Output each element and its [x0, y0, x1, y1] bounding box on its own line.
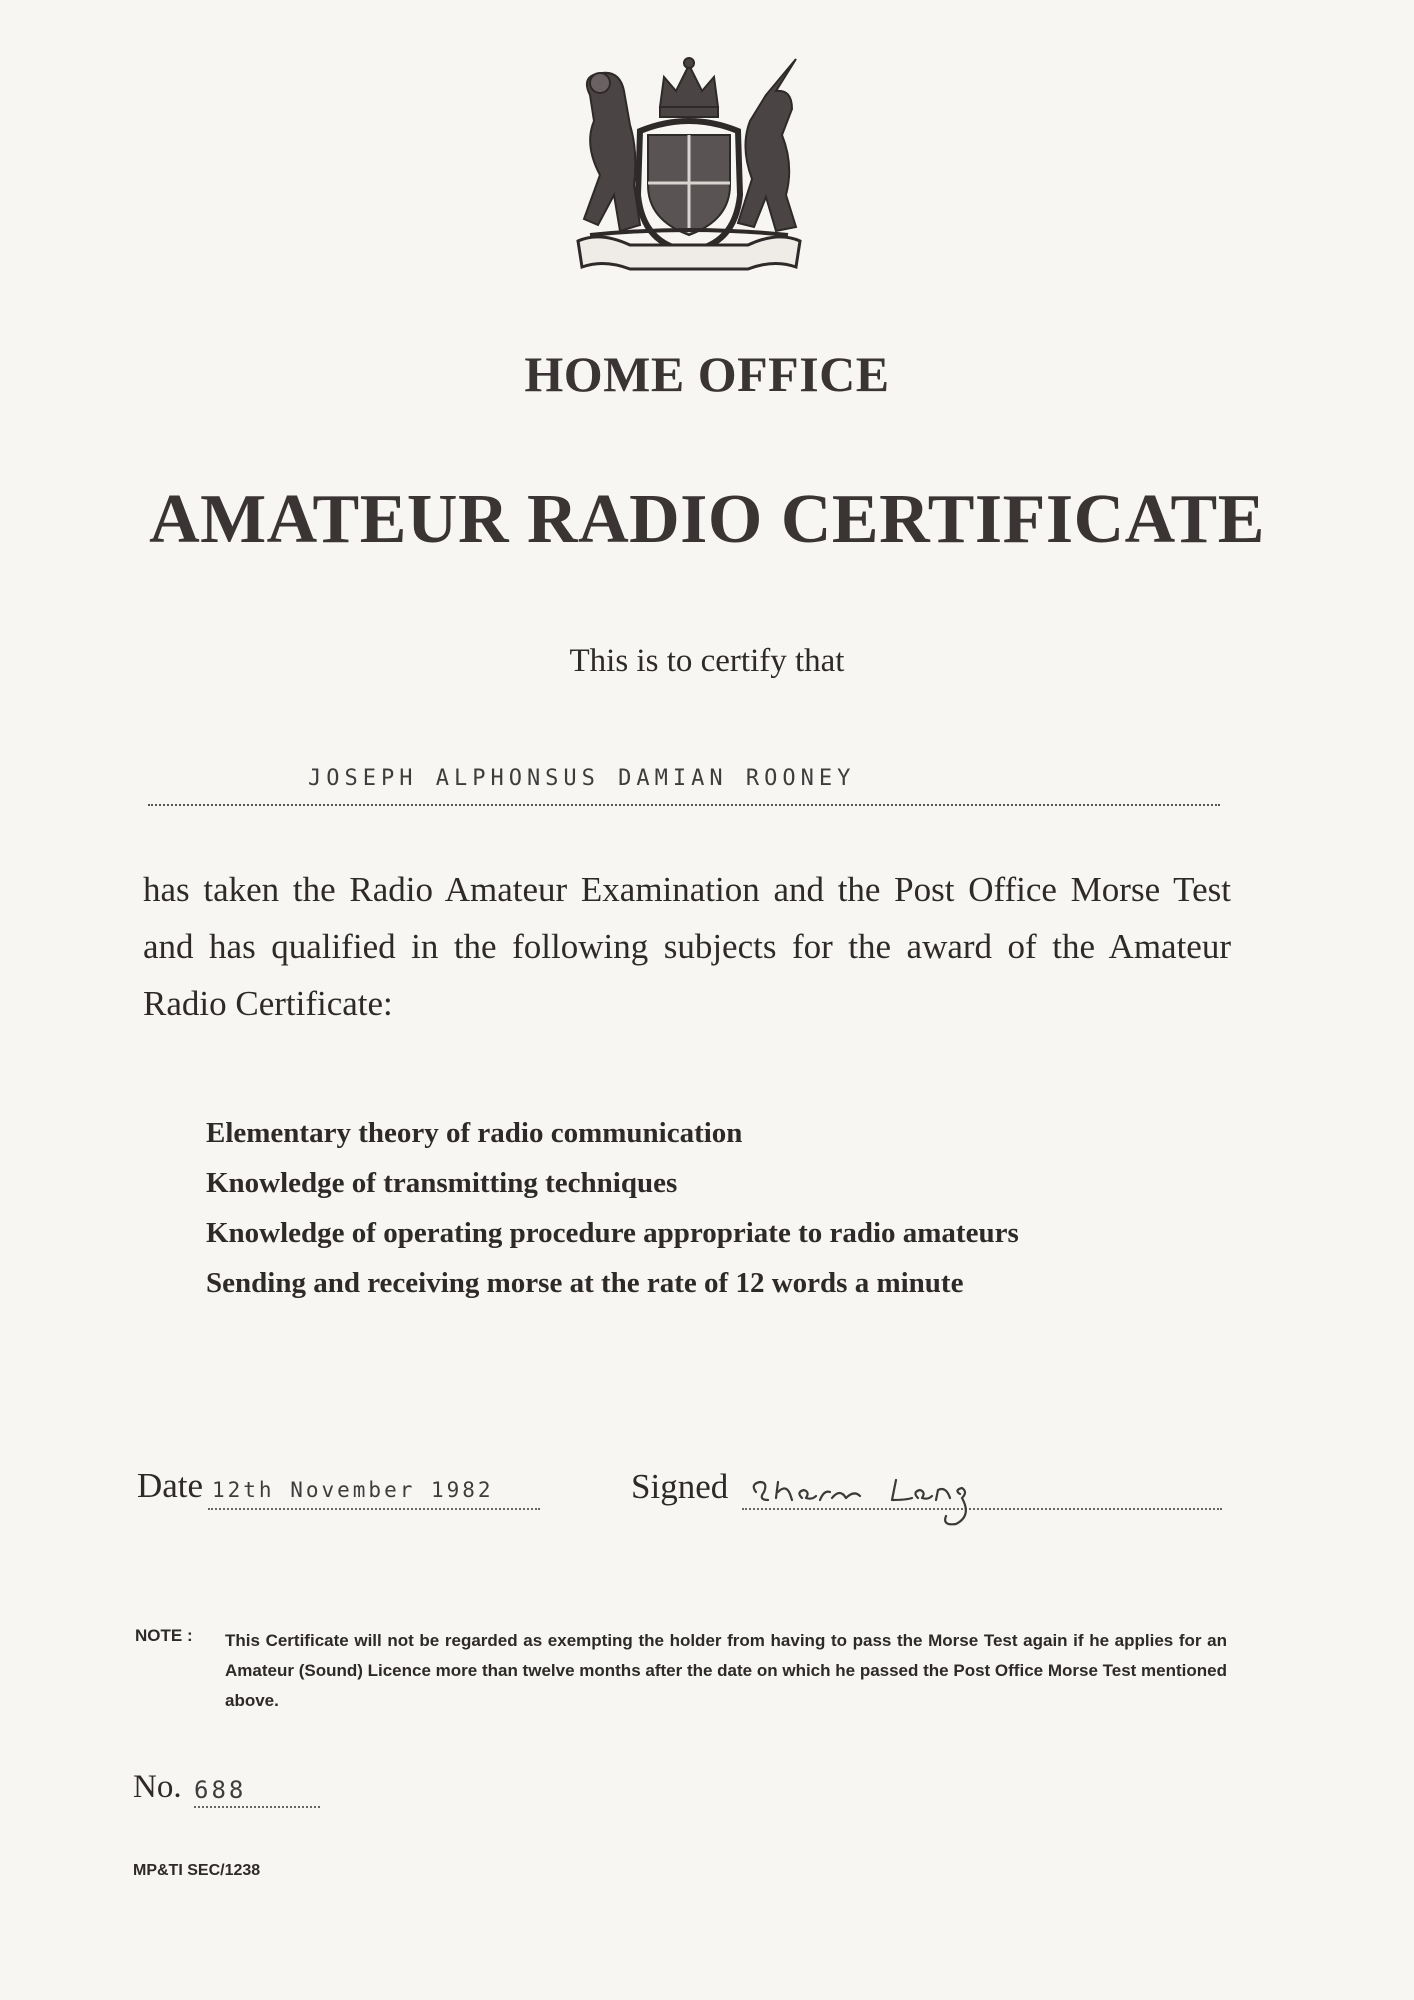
note-text: This Certificate will not be regarded as exempting the holder from having to pass the Morse Test again if he applies for an Amateur (Sound) Licence more than twelve months after the date on which he passed the Post Office Morse Test mentioned above.	[225, 1631, 1227, 1710]
department-heading: HOME OFFICE	[524, 346, 890, 402]
candidate-name-line	[148, 752, 1220, 806]
form-reference: MP&TI SEC/1238	[133, 1862, 261, 1879]
subject-item: Sending and receiving morse at the rate of 12 words a minute	[206, 1267, 964, 1299]
date-label: Date	[137, 1466, 204, 1505]
certify-statement: This is to certify that	[569, 643, 845, 679]
royal-coat-of-arms-icon	[560, 55, 818, 277]
handwritten-signature	[746, 1470, 1046, 1530]
certificate-number-label: No.	[133, 1769, 182, 1805]
signature-line	[742, 1476, 1222, 1510]
subjects-list	[206, 1108, 1019, 1308]
candidate-name: JOSEPH ALPHONSUS DAMIAN ROONEY	[308, 766, 856, 791]
note-label: NOTE :	[135, 1626, 193, 1645]
certificate-number-line	[194, 1776, 320, 1808]
qualification-statement: has taken the Radio Amateur Examination and the Post Office Morse Test and has qualified in the following subjects for the award of the Amateur Radio Certificate:	[143, 870, 1231, 1023]
date-line	[208, 1476, 540, 1510]
signed-label: Signed	[631, 1467, 729, 1506]
certificate-title: AMATEUR RADIO CERTIFICATE	[149, 481, 1265, 558]
subject-item: Knowledge of operating procedure appropriate to radio amateurs	[206, 1217, 1019, 1249]
date-value: 12th November 1982	[212, 1478, 494, 1502]
certificate-number: 688	[194, 1776, 247, 1804]
subject-item: Elementary theory of radio communication	[206, 1117, 743, 1149]
subject-item: Knowledge of transmitting techniques	[206, 1167, 678, 1199]
